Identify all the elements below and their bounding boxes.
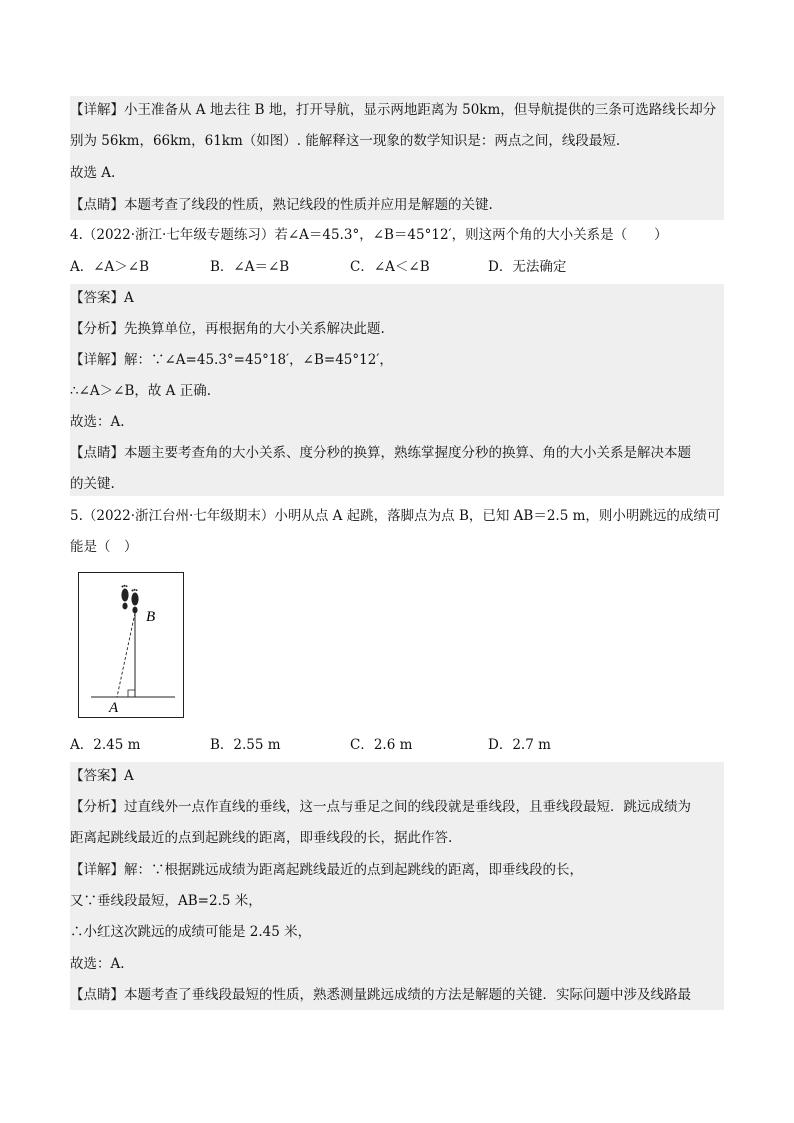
q5-analysis-line-1: 【分析】过直线外一点作直线的垂线，这一点与垂足之间的线段就是垂线段，且垂线段最短．跳远成绩为 bbox=[70, 799, 691, 815]
long-jump-figure bbox=[78, 572, 184, 718]
q3-detail-line-2: 别为 56km，66km，61km（如图）. 能解释这一现象的数学知识是：两点之间，线段最短. bbox=[70, 133, 621, 149]
q4-choose: 故选：A. bbox=[70, 414, 125, 430]
q5-question-line-1: 5.（2022·浙江台州·七年级期末）小明从点 A 起跳，落脚点为点 B，已知 AB＝2.5 m，则小明跳远的成绩可 bbox=[70, 508, 721, 524]
q5-choose: 故选：A. bbox=[70, 956, 125, 972]
q5-question-line-2: 能是（ ） bbox=[70, 539, 138, 555]
q5-option-a: A．2.45 m bbox=[70, 737, 141, 753]
q3-detail-line-1: 【详解】小王准备从 A 地去往 B 地，打开导航，显示两地距离为 50km，但导航提供的三条可选路线长却分 bbox=[70, 102, 717, 118]
q5-option-d: D．2.7 m bbox=[488, 737, 551, 753]
q4-option-c: C．∠A＜∠B bbox=[350, 259, 430, 275]
point-b-label: B bbox=[146, 609, 156, 625]
q4-option-a: A．∠A＞∠B bbox=[70, 259, 150, 275]
q5-comment-line-1: 【点睛】本题考查了垂线段最短的性质，熟悉测量跳远成绩的方法是解题的关键．实际问题中涉及线路最 bbox=[70, 987, 691, 1003]
q5-answer: 【答案】A bbox=[70, 768, 134, 784]
long-jump-diagram bbox=[79, 573, 183, 717]
q5-detail-line-2: 又∵垂线段最短，AB=2.5 米， bbox=[70, 893, 262, 909]
q5-detail-line-3: ∴小红这次跳远的成绩可能是 2.45 米， bbox=[70, 924, 312, 940]
segment-ab bbox=[117, 613, 135, 697]
q4-detail-line-2: ∴∠A＞∠B，故 A 正确. bbox=[70, 383, 212, 399]
q3-comment: 【点睛】本题考查了线段的性质，熟记线段的性质并应用是解题的关键. bbox=[70, 197, 493, 213]
q5-option-b: B．2.55 m bbox=[210, 737, 281, 753]
q5-option-c: C．2.6 m bbox=[350, 737, 413, 753]
q4-detail-line-1: 【详解】解：∵∠A=45.3°=45°18′，∠B=45°12′， bbox=[70, 352, 393, 368]
q4-comment-line-2: 的关键. bbox=[70, 476, 115, 492]
point-a-label: A bbox=[109, 700, 119, 716]
q4-comment-line-1: 【点睛】本题主要考查角的大小关系、度分秒的换算，熟练掌握度分秒的换算、角的大小关系是解决本题 bbox=[70, 445, 691, 461]
right-angle-mark bbox=[128, 690, 135, 697]
q4-analysis: 【分析】先换算单位，再根据角的大小关系解决此题. bbox=[70, 321, 385, 337]
q4-answer: 【答案】A bbox=[70, 290, 134, 306]
q4-option-b: B．∠A＝∠B bbox=[210, 259, 290, 275]
q5-analysis-line-2: 距离起跳线最近的点到起跳线的距离，即垂线段的长，据此作答. bbox=[70, 830, 453, 846]
q4-option-d: D．无法确定 bbox=[488, 259, 567, 275]
footprints-icon bbox=[121, 585, 138, 614]
q4-question: 4.（2022·浙江·七年级专题练习）若∠A＝45.3°，∠B＝45°12′，则这两个角的大小关系是（ ） bbox=[70, 227, 668, 243]
q5-detail-line-1: 【详解】解：∵根据跳远成绩为距离起跳线最近的点到起跳线的距离，即垂线段的长， bbox=[70, 862, 583, 878]
q3-choose: 故选 A. bbox=[70, 165, 116, 181]
